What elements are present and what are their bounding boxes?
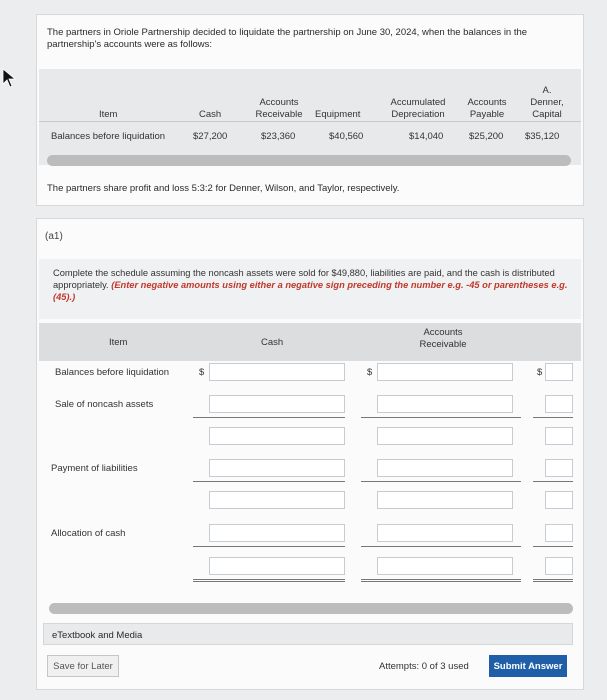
ar-subtotal-line-3 (361, 546, 521, 547)
schedule-header-cash: Cash (261, 337, 284, 348)
ar-allocation-input[interactable] (377, 524, 513, 542)
schedule-header (39, 323, 581, 361)
cash-subtotal-line-2 (193, 481, 345, 482)
col-header-equipment: Equipment (315, 109, 361, 120)
col-header-accounts-payable: Accounts Payable (467, 97, 507, 120)
currency-symbol-cash: $ (199, 367, 205, 378)
cash-subtotal-line (193, 417, 345, 418)
instructions-text: Complete the schedule assuming the noncash assets were sold for $49,880, liabilities are paid, and the cash is distributed appropriately. (Enter negative amounts using either a negative sign preceding the number e.g. -45 or parentheses e.g. (45).) (53, 268, 568, 302)
cash-after-payment-input[interactable] (209, 491, 345, 509)
etextbook-media-link[interactable]: eTextbook and Media (43, 623, 573, 645)
schedule-scroll-progress-bar[interactable] (49, 603, 573, 614)
ar-subtotal-line-2 (361, 481, 521, 482)
capital-after-payment-input[interactable] (545, 491, 573, 509)
schedule-header-accounts-receivable: Accounts Receivable (419, 327, 467, 350)
ar-payment-input[interactable] (377, 459, 513, 477)
cash-after-sale-input[interactable] (209, 427, 345, 445)
col-header-accounts-receivable: Accounts Receivable (255, 97, 303, 120)
col-header-accumulated-depreciation: Accumulated Depreciation (390, 97, 446, 120)
table-divider (39, 121, 581, 122)
col-header-item: Item (99, 109, 118, 120)
capital-final-input[interactable] (545, 557, 573, 575)
ar-after-payment-input[interactable] (377, 491, 513, 509)
row-label-payment-of-liabilities: Payment of liabilities (51, 463, 138, 474)
capital-payment-input[interactable] (545, 459, 573, 477)
cash-payment-input[interactable] (209, 459, 345, 477)
save-for-later-button[interactable]: Save for Later (47, 655, 119, 677)
cell-cash: $27,200 (193, 131, 228, 142)
submit-answer-button[interactable]: Submit Answer (489, 655, 567, 677)
cash-allocation-input[interactable] (209, 524, 345, 542)
capital-sale-input[interactable] (545, 395, 573, 413)
mouse-cursor-icon (2, 68, 16, 88)
col-header-denner-capital: A. Denner, Capital (530, 85, 564, 120)
ar-total-double-line (361, 579, 521, 582)
cell-accumulated-depreciation: $14,040 (409, 131, 444, 142)
ar-subtotal-line (361, 417, 521, 418)
col-header-cash: Cash (199, 109, 222, 120)
capital-subtotal-line (533, 417, 573, 418)
capital-after-sale-input[interactable] (545, 427, 573, 445)
cell-accounts-receivable: $23,360 (261, 131, 296, 142)
ar-after-sale-input[interactable] (377, 427, 513, 445)
capital-subtotal-line-2 (533, 481, 573, 482)
row-label-allocation-of-cash: Allocation of cash (51, 528, 126, 539)
currency-symbol-ar: $ (367, 367, 373, 378)
cash-total-double-line (193, 579, 345, 582)
currency-symbol-capital: $ (537, 367, 543, 378)
cell-denner-capital: $35,120 (525, 131, 560, 142)
row-label-balances-before-liquidation: Balances before liquidation (55, 367, 170, 378)
row-label-balances: Balances before liquidation (51, 131, 166, 142)
capital-allocation-input[interactable] (545, 524, 573, 542)
attempts-counter: Attempts: 0 of 3 used (379, 661, 469, 672)
part-label: (a1) (45, 231, 63, 242)
cell-equipment: $40,560 (329, 131, 364, 142)
ar-balances-input[interactable] (377, 363, 513, 381)
cash-sale-input[interactable] (209, 395, 345, 413)
capital-subtotal-line-3 (533, 546, 573, 547)
profit-share-text: The partners share profit and loss 5:3:2 for Denner, Wilson, and Taylor, respectively. (47, 183, 400, 194)
row-label-sale-of-noncash-assets: Sale of noncash assets (55, 399, 154, 410)
scroll-progress-bar[interactable] (47, 155, 571, 166)
capital-total-double-line (533, 579, 573, 582)
cash-subtotal-line-3 (193, 546, 345, 547)
problem-panel (36, 14, 584, 206)
schedule-header-item: Item (109, 337, 128, 348)
balances-table (39, 69, 581, 165)
cash-balances-input[interactable] (209, 363, 345, 381)
problem-intro: The partners in Oriole Partnership decided to liquidate the partnership on June 30, 2024, when the balances in the partnership's accounts were as follows: (47, 27, 528, 50)
part-a1-panel (36, 218, 584, 690)
instructions-negative-hint: (Enter negative amounts using either a negative sign preceding the number e.g. -45 or parentheses e.g. (45).) (53, 280, 568, 302)
cash-final-input[interactable] (209, 557, 345, 575)
ar-final-input[interactable] (377, 557, 513, 575)
cell-accounts-payable: $25,200 (469, 131, 504, 142)
ar-sale-input[interactable] (377, 395, 513, 413)
capital-balances-input[interactable] (545, 363, 573, 381)
